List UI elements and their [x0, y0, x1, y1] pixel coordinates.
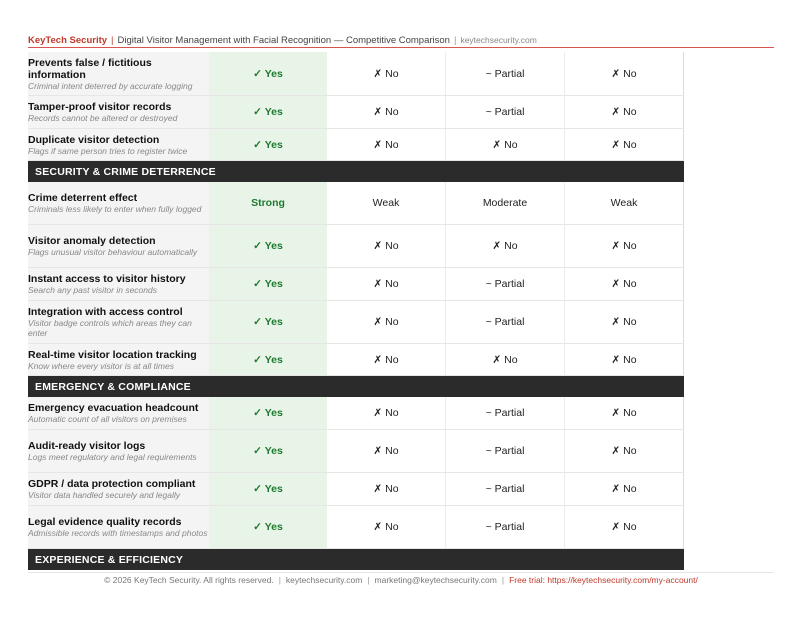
keytech-value-cell: ✓ Yes	[209, 344, 327, 376]
competitor-value-cell: ✗ No	[446, 225, 565, 268]
feature-description: Flags if same person tries to register twice	[28, 145, 188, 156]
feature-name: Duplicate visitor detection	[28, 133, 160, 146]
footer-trial-link[interactable]: Free trial: https://keytechsecurity.com/my-account/	[509, 575, 698, 585]
table-row	[28, 397, 684, 430]
feature-name: Emergency evacuation headcount	[28, 402, 199, 414]
brand-name: KeyTech Security	[28, 35, 108, 46]
competitor-value-cell: Weak	[565, 182, 684, 225]
competitor-value-cell: ✗ No	[565, 225, 684, 268]
feature-description: Visitor badge controls which areas they can enter	[28, 318, 192, 338]
competitor-value-cell: ✗ No	[565, 473, 684, 506]
feature-name: Real-time visitor location tracking	[28, 348, 197, 361]
section-header-row	[28, 161, 684, 183]
footer-email[interactable]: marketing@keytechsecurity.com	[374, 575, 497, 585]
feature-cell	[28, 397, 209, 430]
footer-separator: |	[367, 575, 370, 585]
feature-description: Admissible records with timestamps and photos	[28, 528, 208, 538]
feature-description: Criminals less likely to enter when fully logged	[28, 204, 202, 214]
competitor-value-cell: ✗ No	[565, 96, 684, 129]
feature-description: Flags unusual visitor behaviour automatically	[28, 247, 198, 257]
competitor-value-cell: ~ Partial	[446, 268, 565, 301]
feature-cell	[28, 506, 209, 549]
document-title: Digital Visitor Management with Facial Recognition — Competitive Comparison	[117, 35, 450, 46]
section-heading: EMERGENCY & COMPLIANCE	[28, 376, 684, 398]
competitor-value-cell: ✗ No	[565, 506, 684, 549]
competitor-value-cell: ✗ No	[327, 268, 446, 301]
competitor-value-cell: ✗ No	[327, 473, 446, 506]
table-row	[28, 344, 684, 376]
keytech-value-cell: ✓ Yes	[209, 397, 327, 430]
competitor-value-cell: ✗ No	[565, 129, 684, 161]
table-row	[28, 473, 684, 506]
feature-cell	[28, 344, 209, 376]
section-header-row	[28, 376, 684, 398]
keytech-value-cell: Strong	[209, 182, 327, 225]
feature-description: Logs meet regulatory and legal requirements	[28, 452, 197, 462]
competitor-value-cell: ~ Partial	[446, 96, 565, 129]
competitor-value-cell: ✗ No	[327, 96, 446, 129]
table-row	[28, 129, 684, 161]
competitor-value-cell: ~ Partial	[446, 473, 565, 506]
table-row	[28, 182, 684, 225]
feature-name: Audit-ready visitor logs	[28, 440, 146, 452]
competitor-value-cell: ✗ No	[565, 430, 684, 473]
feature-description: Know where every visitor is at all times	[28, 360, 174, 371]
competitor-value-cell: ~ Partial	[446, 52, 565, 96]
header-separator: |	[111, 35, 114, 46]
competitor-value-cell: ✗ No	[327, 52, 446, 96]
footer-separator: |	[278, 575, 281, 585]
table-row	[28, 301, 684, 344]
feature-description: Visitor data handled securely and legally	[28, 490, 180, 500]
competitor-value-cell: ✗ No	[565, 52, 684, 96]
footer-separator: |	[501, 575, 505, 585]
table-row	[28, 506, 684, 549]
feature-description: Search any past visitor in seconds	[28, 285, 157, 295]
competitor-value-cell: ✗ No	[565, 268, 684, 301]
table-row	[28, 225, 684, 268]
competitor-value-cell: Weak	[327, 182, 446, 225]
competitor-value-cell: ✗ No	[565, 397, 684, 430]
competitor-value-cell: ✗ No	[327, 397, 446, 430]
footer-copyright: © 2026 KeyTech Security. All rights reserved.	[104, 575, 274, 585]
section-heading: SECURITY & CRIME DETERRENCE	[28, 161, 684, 183]
feature-name: Crime deterrent effect	[28, 192, 138, 204]
keytech-value-cell: ✓ Yes	[209, 129, 327, 161]
keytech-value-cell: ✓ Yes	[209, 225, 327, 268]
feature-description: Records cannot be altered or destroyed	[28, 113, 178, 123]
table-row	[28, 96, 684, 129]
comparison-table	[28, 52, 684, 570]
keytech-value-cell: ✓ Yes	[209, 473, 327, 506]
competitor-value-cell: ✗ No	[327, 430, 446, 473]
header-separator-2: |	[453, 35, 457, 46]
section-header-row	[28, 549, 684, 571]
competitor-value-cell: ✗ No	[327, 129, 446, 161]
competitor-value-cell: ~ Partial	[446, 397, 565, 430]
competitor-value-cell: ✗ No	[327, 506, 446, 549]
feature-description: Automatic count of all visitors on premises	[28, 414, 187, 424]
keytech-value-cell: ✓ Yes	[209, 430, 327, 473]
competitor-value-cell: ~ Partial	[446, 506, 565, 549]
header-site: keytechsecurity.com	[460, 35, 537, 45]
feature-name: Integration with access control	[28, 306, 183, 318]
feature-name: Tamper-proof visitor records	[28, 101, 172, 113]
section-heading: EXPERIENCE & EFFICIENCY	[28, 549, 684, 571]
competitor-value-cell: ✗ No	[327, 344, 446, 376]
feature-cell	[28, 182, 209, 225]
feature-cell	[28, 268, 209, 301]
competitor-value-cell: ✗ No	[327, 301, 446, 344]
keytech-value-cell: ✓ Yes	[209, 52, 327, 96]
comparison-table-body	[28, 52, 684, 570]
keytech-value-cell: ✓ Yes	[209, 506, 327, 549]
feature-name: Instant access to visitor history	[28, 273, 186, 285]
feature-description: Criminal intent deterred by accurate logging	[28, 80, 193, 91]
competitor-value-cell: ✗ No	[327, 225, 446, 268]
feature-cell	[28, 473, 209, 506]
feature-cell	[28, 301, 209, 344]
feature-cell	[28, 225, 209, 268]
keytech-value-cell: ✓ Yes	[209, 268, 327, 301]
feature-name: Prevents false / fictitious information	[28, 56, 152, 81]
feature-cell	[28, 430, 209, 473]
feature-name: Legal evidence quality records	[28, 516, 182, 528]
footer-website[interactable]: keytechsecurity.com	[285, 575, 363, 585]
table-row	[28, 430, 684, 473]
competitor-value-cell: ~ Partial	[446, 430, 565, 473]
feature-cell	[28, 129, 209, 161]
feature-name: GDPR / data protection compliant	[28, 478, 196, 490]
feature-cell	[28, 96, 209, 129]
page-footer	[28, 572, 774, 585]
competitor-value-cell: Moderate	[446, 182, 565, 225]
competitor-value-cell: ~ Partial	[446, 301, 565, 344]
keytech-value-cell: ✓ Yes	[209, 96, 327, 129]
table-row	[28, 268, 684, 301]
table-row	[28, 52, 684, 96]
competitor-value-cell: ✗ No	[446, 129, 565, 161]
competitor-value-cell: ✗ No	[446, 344, 565, 376]
page-header	[28, 35, 774, 48]
competitor-value-cell: ✗ No	[565, 344, 684, 376]
feature-cell	[28, 52, 209, 96]
feature-name: Visitor anomaly detection	[28, 235, 156, 247]
competitor-value-cell: ✗ No	[565, 301, 684, 344]
keytech-value-cell: ✓ Yes	[209, 301, 327, 344]
